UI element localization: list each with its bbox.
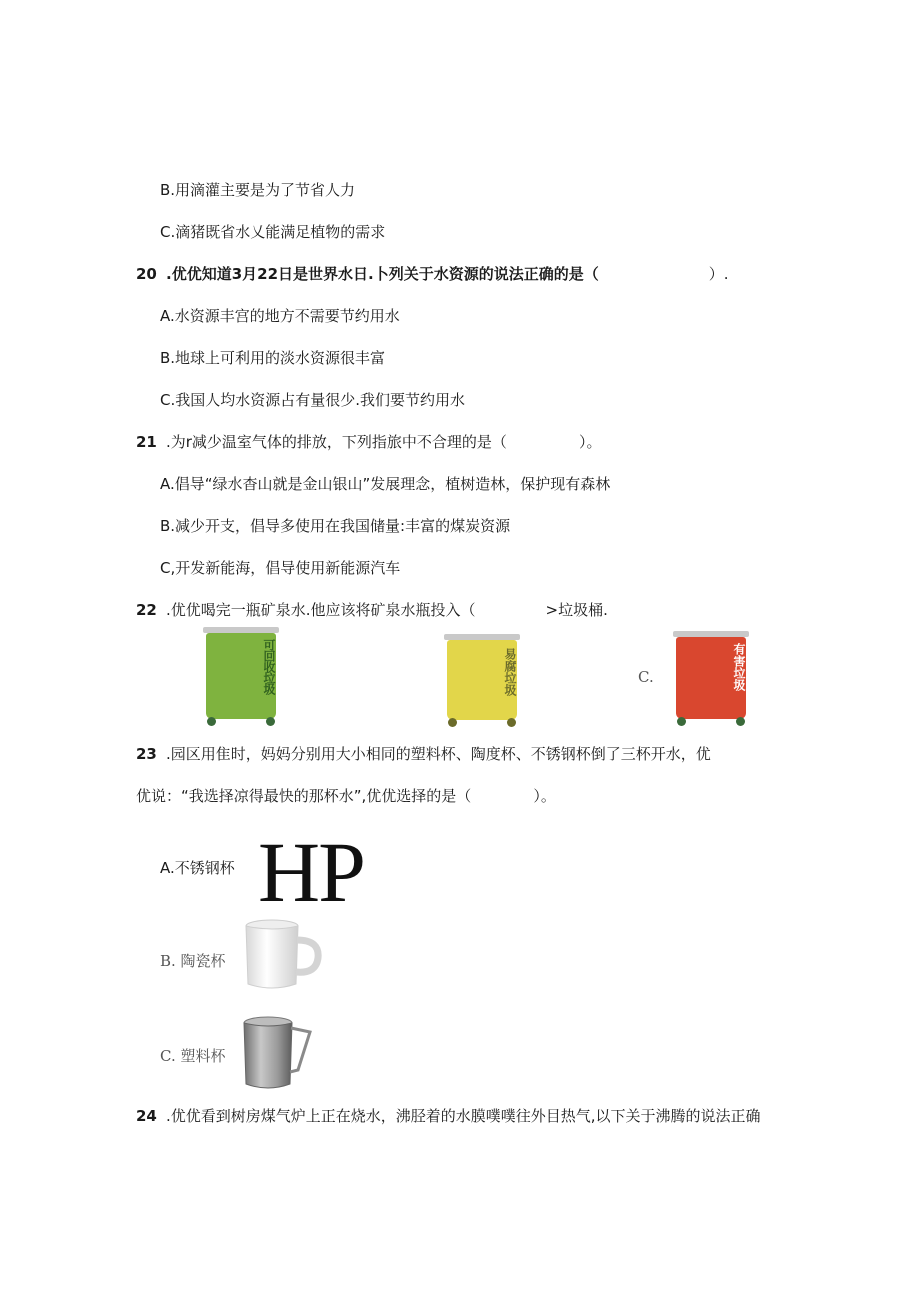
- question-number: 24: [136, 1107, 157, 1125]
- hp-logo-glyph: HP: [258, 824, 364, 920]
- bin-body: [676, 637, 746, 719]
- q24-stem: [136, 1106, 761, 1126]
- question-number: 22: [136, 601, 157, 619]
- recyclable-bin-image: [203, 627, 279, 723]
- question-number: 20: [136, 265, 157, 283]
- q22-option-c-label: C.: [638, 668, 654, 686]
- q20-option-c: C.我国人均水资源占有量很少.我们要节约用水: [160, 391, 466, 409]
- question-number: 21: [136, 433, 157, 451]
- question-text: .优优喝完一瓶矿泉水.他应该将矿泉水瓶投入（: [166, 601, 476, 619]
- q21-option-c: C,开发新能海，倡导使用新能源汽车: [160, 559, 401, 577]
- porcelain-cup-image: [240, 918, 322, 994]
- steel-cup-image: [240, 1014, 314, 1092]
- q20-stem: [136, 264, 729, 284]
- bin-body: [206, 633, 276, 719]
- food-waste-bin-image: [444, 634, 520, 724]
- q23-stem: [136, 744, 711, 764]
- bin-label: 易腐垃圾: [503, 648, 517, 696]
- question-text: .优优知道3月22日是世界水日.卜列关于水资源的说法正确的是（: [166, 265, 599, 283]
- q20-option-a: A.水资源丰宫的地方不需要节约用水: [160, 307, 400, 325]
- question-end: ）。: [533, 787, 556, 805]
- bin-label: 有害垃圾: [732, 643, 746, 691]
- q23-option-b-label: B. 陶瓷杯: [160, 952, 226, 970]
- q19-option-b: B.用滴灌主要是为了节省人力: [160, 181, 356, 199]
- q21-option-a: A.倡导“绿水杳山就是金山银山”发展理念，植树造林，保护现有森林: [160, 475, 611, 493]
- q20-option-b: B.地球上可利用的淡水资源很丰富: [160, 349, 386, 367]
- q23-stem-continued: [136, 786, 556, 806]
- q21-stem: [136, 432, 601, 452]
- hazardous-bin-image: [673, 631, 749, 723]
- question-text: .优优看到树房煤气炉上正在烧水，沸胫着的水膜噗噗往外目热气,以下关于沸腾的说法正确: [166, 1107, 761, 1125]
- q23-option-c-label: C. 塑料杯: [160, 1047, 226, 1065]
- question-end: >垃圾桶.: [545, 601, 608, 619]
- q23-option-a: A.不锈钢杯: [160, 859, 235, 877]
- bin-label: 可回收垃圾: [262, 639, 276, 694]
- question-text: .为r减少温室气体的排放，下列指旅中不合理的是（: [166, 433, 507, 451]
- question-end: ）.: [708, 265, 729, 283]
- q21-option-b: B.减少开支，倡导多使用在我国储量:丰富的煤炭资源: [160, 517, 511, 535]
- question-number: 23: [136, 745, 157, 763]
- question-text-2: 优说：“我选择凉得最快的那杯水”,优优选择的是（: [136, 787, 472, 805]
- question-end: ）。: [578, 433, 602, 451]
- q22-stem: [136, 600, 608, 620]
- bin-body: [447, 640, 517, 720]
- question-text: .园区用隹时，妈妈分别用大小相同的塑料杯、陶度杯、不锈钢杯倒了三杯开水，优: [166, 745, 711, 763]
- q19-option-c: C.滴猪既省水乂能满足植物的需求: [160, 223, 386, 241]
